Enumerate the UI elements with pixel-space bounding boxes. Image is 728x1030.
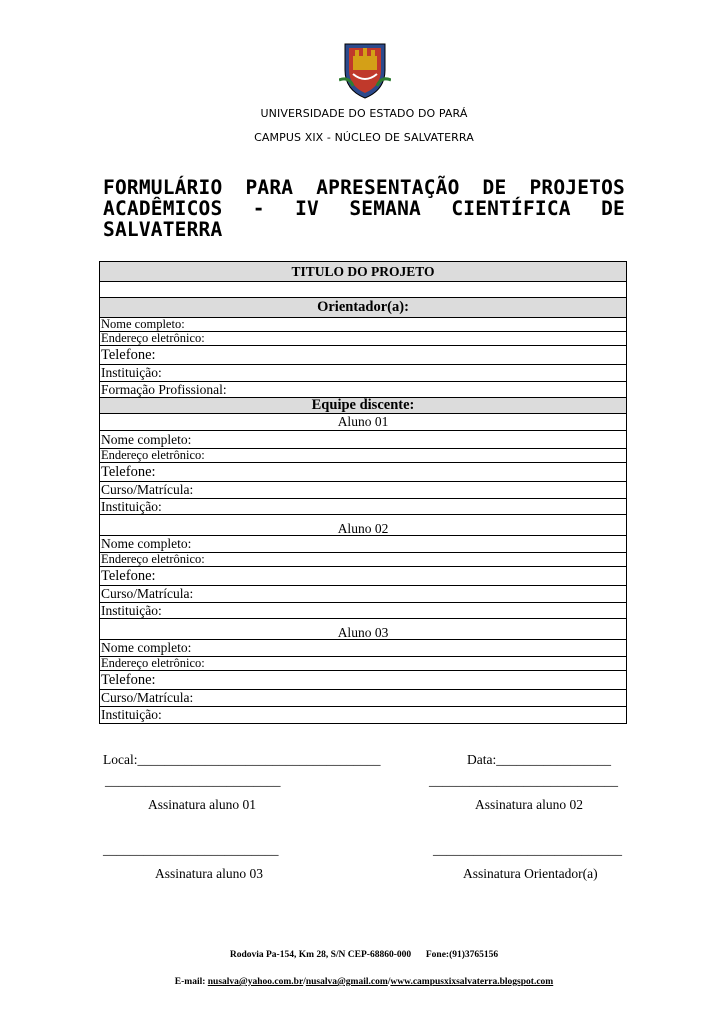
project-form-table [99,261,627,724]
student-01-institution-field[interactable]: Instituição: [100,499,627,515]
student-02-header: Aluno 02 [100,515,627,536]
advisor-email-field[interactable]: Endereço eletrônico: [100,332,627,346]
footer-address-line [0,950,728,960]
advisor-full-name-field[interactable]: Nome completo: [100,318,627,332]
signature-label-student-02: Assinatura aluno 02 [475,797,583,812]
university-name: UNIVERSIDADE DO ESTADO DO PARÁ [260,107,468,120]
student-03-full-name-field[interactable]: Nome completo: [100,640,627,657]
team-header: Equipe discente: [100,398,627,414]
student-03-header: Aluno 03 [100,619,627,640]
student-03-enrollment-field[interactable]: Curso/Matrícula: [100,690,627,707]
footer-email-label: E-mail: [174,977,208,987]
signature-line-student-01[interactable]: __________________________ [105,773,281,788]
campus-name: CAMPUS XIX - NÚCLEO DE SALVATERRA [254,131,474,144]
student-01-phone-field[interactable]: Telefone: [100,463,627,482]
signature-line-advisor[interactable]: ____________________________ [433,842,622,857]
footer-email-2-link[interactable]: nusalva@gmail.com [305,977,388,987]
signature-label-student-01: Assinatura aluno 01 [148,797,256,812]
student-02-enrollment-field[interactable]: Curso/Matrícula: [100,586,627,603]
student-01-email-field[interactable]: Endereço eletrônico: [100,449,627,463]
student-01-full-name-field[interactable]: Nome completo: [100,431,627,449]
footer-separator-1: / [303,977,306,987]
form-title: FORMULÁRIO PARA APRESENTAÇÃO DE PROJETOS ACADÊMICOS - IV SEMANA CIENTÍFICA DE SALVATERRA [103,176,625,241]
student-02-email-field[interactable]: Endereço eletrônico: [100,553,627,567]
footer-address: Rodovia Pa-154, Km 28, S/N CEP-68860-000 [229,950,412,960]
date-line[interactable]: Data:_________________ [467,752,611,767]
advisor-institution-field[interactable]: Instituição: [100,365,627,382]
student-01-header: Aluno 01 [100,414,627,431]
advisor-phone-field[interactable]: Telefone: [100,346,627,365]
place-line[interactable]: Local:____________________________________ [103,752,381,767]
signature-line-student-02[interactable]: ____________________________ [429,773,618,788]
student-01-enrollment-field[interactable]: Curso/Matrícula: [100,482,627,499]
university-crest-icon [339,40,391,100]
footer-phone: Fone:(91)3765156 [425,950,499,960]
advisor-header: Orientador(a): [100,298,627,318]
footer-separator-2: / [387,977,391,987]
signature-line-student-03[interactable]: __________________________ [103,842,279,857]
footer-website-link[interactable]: www.campusxixsalvaterra.blogspot.com [390,977,554,987]
footer-contact-line [0,977,728,987]
signature-label-advisor: Assinatura Orientador(a) [463,866,598,881]
footer-email-1-link[interactable]: nusalva@yahoo.com.br [207,977,304,987]
student-02-full-name-field[interactable]: Nome completo: [100,536,627,553]
student-03-email-field[interactable]: Endereço eletrônico: [100,657,627,671]
signature-label-student-03: Assinatura aluno 03 [155,866,263,881]
project-title-header: TITULO DO PROJETO [100,262,627,282]
student-02-phone-field[interactable]: Telefone: [100,567,627,586]
project-title-field[interactable] [100,282,627,298]
student-03-phone-field[interactable]: Telefone: [100,671,627,690]
advisor-education-field[interactable]: Formação Profissional: [100,382,627,398]
student-03-institution-field[interactable]: Instituição: [100,707,627,724]
student-02-institution-field[interactable]: Instituição: [100,603,627,619]
